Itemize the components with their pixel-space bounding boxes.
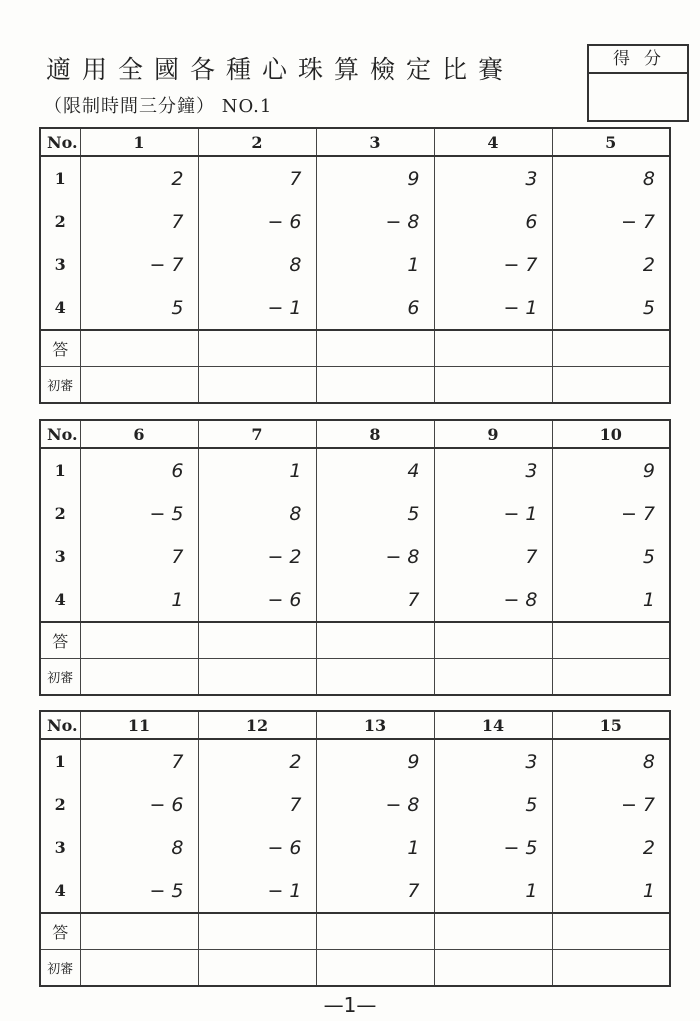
problem-number: 13	[316, 711, 434, 739]
abacus-value: − 8	[316, 535, 434, 578]
review-label: 初審	[40, 659, 80, 696]
row-number: 4	[40, 286, 80, 330]
abacus-value: 5	[552, 286, 670, 330]
answer-cell[interactable]	[198, 330, 316, 367]
abacus-value: 7	[80, 535, 198, 578]
abacus-value: 3	[434, 448, 552, 492]
answer-cell[interactable]	[198, 622, 316, 659]
problem-block-6-10	[39, 419, 671, 696]
abacus-value: − 8	[316, 200, 434, 243]
abacus-value: 6	[316, 286, 434, 330]
abacus-value: 5	[316, 492, 434, 535]
answer-cell[interactable]	[552, 622, 670, 659]
row-number: 4	[40, 869, 80, 913]
answer-cell[interactable]	[198, 913, 316, 950]
abacus-value: 9	[316, 739, 434, 783]
abacus-value: 7	[80, 739, 198, 783]
answer-label: 答	[40, 330, 80, 367]
abacus-value: 8	[198, 243, 316, 286]
answer-cell[interactable]	[80, 622, 198, 659]
abacus-value: 5	[434, 783, 552, 826]
review-cell[interactable]	[552, 367, 670, 404]
problem-number: 2	[198, 128, 316, 156]
review-cell[interactable]	[198, 659, 316, 696]
abacus-value: 1	[80, 578, 198, 622]
answer-cell[interactable]	[80, 913, 198, 950]
answer-cell[interactable]	[316, 913, 434, 950]
problem-number: 12	[198, 711, 316, 739]
score-entry-area[interactable]	[589, 74, 687, 120]
answer-cell[interactable]	[316, 622, 434, 659]
row-number: 1	[40, 448, 80, 492]
row-number: 3	[40, 535, 80, 578]
abacus-value: 7	[198, 783, 316, 826]
abacus-value: 7	[434, 535, 552, 578]
review-cell[interactable]	[434, 950, 552, 987]
review-cell[interactable]	[316, 950, 434, 987]
abacus-value: − 5	[80, 869, 198, 913]
abacus-value: − 7	[552, 200, 670, 243]
review-cell[interactable]	[552, 950, 670, 987]
problem-number: 4	[434, 128, 552, 156]
problem-number: 14	[434, 711, 552, 739]
abacus-value: 1	[316, 826, 434, 869]
problem-number: 7	[198, 420, 316, 448]
answer-cell[interactable]	[552, 330, 670, 367]
abacus-value: − 5	[434, 826, 552, 869]
abacus-value: − 7	[552, 783, 670, 826]
abacus-value: − 6	[80, 783, 198, 826]
answer-cell[interactable]	[80, 330, 198, 367]
review-cell[interactable]	[80, 367, 198, 404]
answer-cell[interactable]	[434, 913, 552, 950]
abacus-value: − 1	[198, 286, 316, 330]
problem-number: 9	[434, 420, 552, 448]
review-label: 初審	[40, 367, 80, 404]
abacus-value: 5	[80, 286, 198, 330]
abacus-value: 8	[552, 156, 670, 200]
review-cell[interactable]	[434, 659, 552, 696]
row-number: 1	[40, 739, 80, 783]
no-header: No.	[40, 711, 80, 739]
problem-number: 11	[80, 711, 198, 739]
abacus-value: 5	[552, 535, 670, 578]
abacus-value: − 2	[198, 535, 316, 578]
page-number: —1—	[323, 993, 377, 1017]
abacus-value: 4	[316, 448, 434, 492]
abacus-value: − 8	[434, 578, 552, 622]
abacus-value: 8	[552, 739, 670, 783]
problem-block-1-5	[39, 127, 671, 404]
exam-title: 適用全國各種心珠算檢定比賽	[46, 55, 515, 84]
answer-cell[interactable]	[434, 330, 552, 367]
row-number: 1	[40, 156, 80, 200]
abacus-value: − 6	[198, 578, 316, 622]
problem-number: 5	[552, 128, 670, 156]
problem-number: 10	[552, 420, 670, 448]
answer-cell[interactable]	[552, 913, 670, 950]
row-number: 2	[40, 492, 80, 535]
time-limit-subtitle: （限制時間三分鐘） NO.1	[44, 96, 273, 117]
problem-number: 8	[316, 420, 434, 448]
abacus-value: 6	[80, 448, 198, 492]
row-number: 3	[40, 243, 80, 286]
abacus-value: − 1	[434, 286, 552, 330]
row-number: 2	[40, 200, 80, 243]
abacus-value: − 7	[434, 243, 552, 286]
no-header: No.	[40, 128, 80, 156]
abacus-value: 1	[198, 448, 316, 492]
answer-cell[interactable]	[316, 330, 434, 367]
abacus-value: 1	[552, 578, 670, 622]
review-cell[interactable]	[434, 367, 552, 404]
score-label: 得分	[589, 46, 687, 74]
abacus-value: 6	[434, 200, 552, 243]
score-box	[587, 44, 689, 122]
row-number: 2	[40, 783, 80, 826]
abacus-value: 3	[434, 739, 552, 783]
review-cell[interactable]	[316, 367, 434, 404]
abacus-value: 9	[552, 448, 670, 492]
review-cell[interactable]	[198, 950, 316, 987]
answer-cell[interactable]	[434, 622, 552, 659]
abacus-value: 2	[198, 739, 316, 783]
abacus-value: 9	[316, 156, 434, 200]
abacus-value: − 7	[552, 492, 670, 535]
abacus-value: 8	[198, 492, 316, 535]
problem-number: 15	[552, 711, 670, 739]
review-cell[interactable]	[80, 950, 198, 987]
abacus-value: − 8	[316, 783, 434, 826]
review-cell[interactable]	[316, 659, 434, 696]
abacus-value: − 6	[198, 826, 316, 869]
row-number: 3	[40, 826, 80, 869]
abacus-value: 7	[316, 869, 434, 913]
abacus-value: 8	[80, 826, 198, 869]
abacus-value: 7	[80, 200, 198, 243]
abacus-value: 7	[198, 156, 316, 200]
abacus-value: 2	[552, 243, 670, 286]
abacus-value: − 1	[198, 869, 316, 913]
abacus-value: 7	[316, 578, 434, 622]
review-cell[interactable]	[80, 659, 198, 696]
abacus-value: 2	[552, 826, 670, 869]
abacus-value: 1	[316, 243, 434, 286]
abacus-value: 1	[434, 869, 552, 913]
abacus-value: 3	[434, 156, 552, 200]
abacus-value: − 1	[434, 492, 552, 535]
review-cell[interactable]	[552, 659, 670, 696]
abacus-value: − 5	[80, 492, 198, 535]
abacus-value: − 6	[198, 200, 316, 243]
review-cell[interactable]	[198, 367, 316, 404]
problem-block-11-15	[39, 710, 671, 987]
abacus-value: 2	[80, 156, 198, 200]
review-label: 初審	[40, 950, 80, 987]
answer-label: 答	[40, 913, 80, 950]
no-header: No.	[40, 420, 80, 448]
abacus-value: − 7	[80, 243, 198, 286]
row-number: 4	[40, 578, 80, 622]
answer-label: 答	[40, 622, 80, 659]
problem-number: 1	[80, 128, 198, 156]
abacus-value: 1	[552, 869, 670, 913]
problem-number: 3	[316, 128, 434, 156]
problem-number: 6	[80, 420, 198, 448]
